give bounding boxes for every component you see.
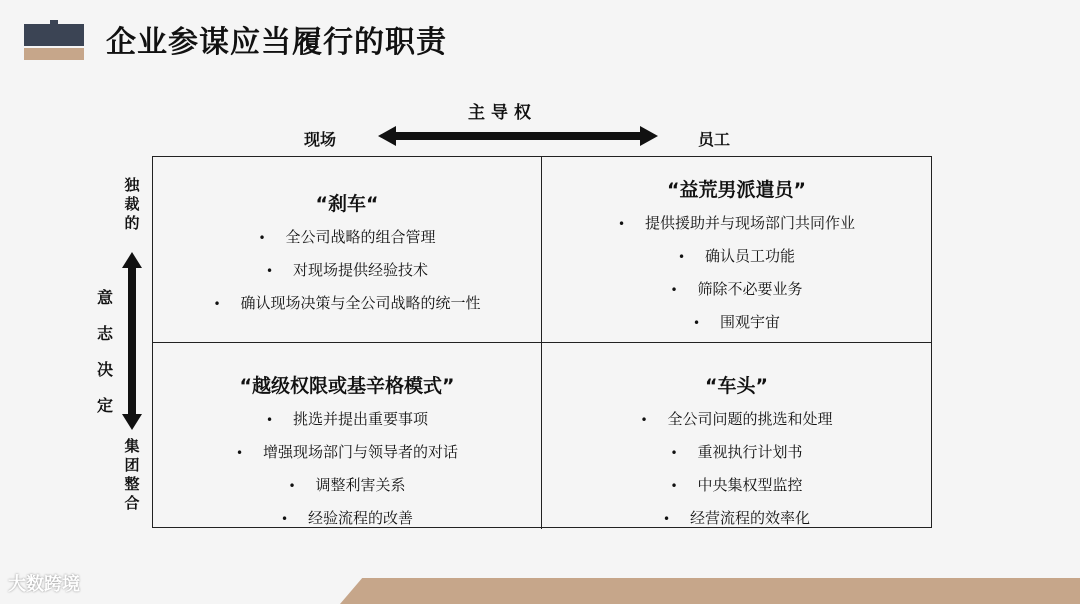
quadrant-title: “刹车“: [315, 193, 379, 215]
list-item: • 调整利害关系: [288, 476, 406, 494]
watermark: 大数跨境: [8, 574, 80, 595]
list-item: • 经营流程的效率化: [662, 509, 811, 527]
axis-top-left-label: 现场: [304, 130, 337, 149]
quadrant-bottom-right: [542, 343, 931, 529]
list-item: • 中央集权型监控: [670, 476, 803, 494]
quadrant-top-left: [153, 157, 542, 343]
axis-left-bottom-label: 集团整合: [124, 437, 140, 512]
quadrant-bottom-left: [153, 343, 542, 529]
list-item: • 增强现场部门与领导者的对话: [235, 443, 459, 461]
quadrant-title: “车头”: [705, 375, 768, 397]
list-item: • 围观宇宙: [692, 313, 781, 331]
horizontal-double-arrow-icon: [378, 124, 658, 148]
quadrant-top-right: [542, 157, 931, 343]
page-title: 企业参谋应当履行的职责: [106, 25, 447, 60]
axis-left-top-label: 独裁的: [124, 176, 140, 232]
list-item: • 经验流程的改善: [280, 509, 414, 527]
list-item: • 确认现场决策与全公司战略的统一性: [213, 294, 481, 312]
list-item: • 挑选并提出重要事项: [265, 410, 429, 428]
list-item: • 全公司战略的组合管理: [258, 228, 436, 246]
list-item: • 全公司问题的挑选和处理: [640, 410, 833, 428]
axis-top-right-label: 员工: [698, 130, 731, 149]
axis-left-title: 意志决定: [96, 288, 113, 415]
footer-decoration: [340, 578, 1080, 604]
list-item: • 重视执行计划书: [670, 443, 803, 461]
list-item: • 确认员工功能: [677, 247, 796, 265]
quadrant-title: “益荒男派遣员”: [667, 179, 806, 201]
list-item: • 筛除不必要业务: [670, 280, 803, 298]
quadrant-title: “越级权限或基辛格模式”: [239, 375, 455, 397]
vertical-double-arrow-icon: [121, 252, 143, 430]
axis-top-title: 主导权: [468, 103, 537, 123]
list-item: • 提供援助并与现场部门共同作业: [617, 214, 856, 232]
list-item: • 对现场提供经验技术: [265, 261, 429, 279]
title-decoration: [24, 24, 84, 60]
quadrant-matrix: [152, 156, 932, 528]
